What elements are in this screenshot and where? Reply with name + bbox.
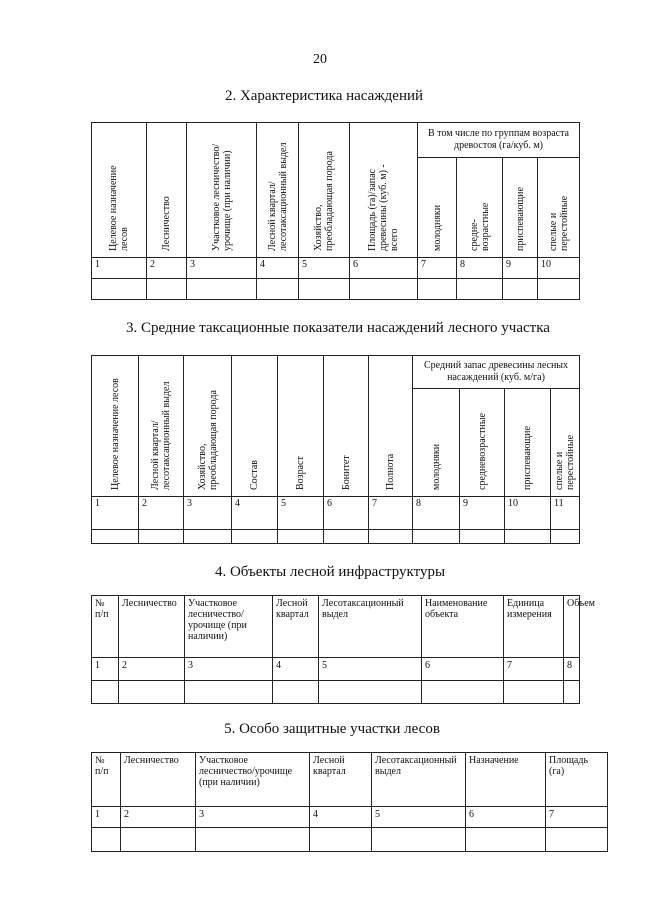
header-density-text: Полнота bbox=[385, 453, 396, 490]
header-cell bbox=[466, 753, 546, 807]
header-row bbox=[92, 753, 608, 807]
header-row bbox=[92, 596, 580, 658]
sub-header-maturing-text: приспевающие bbox=[522, 426, 533, 490]
header-cell bbox=[310, 753, 372, 807]
header-forestry-text: Лесничество bbox=[161, 196, 172, 251]
col-num: 10 bbox=[538, 258, 580, 279]
column-numbers-row bbox=[92, 807, 608, 828]
empty-row bbox=[92, 828, 608, 852]
header-cell bbox=[92, 596, 119, 658]
header-cell bbox=[119, 596, 185, 658]
header-average-stock: Средний запас древесины лесных насаждений (куб. м/га) bbox=[413, 356, 580, 389]
header-district-forestry bbox=[187, 123, 257, 258]
col-num: 9 bbox=[503, 258, 538, 279]
header-area-total-text: Площадь (га)/запас древесины (куб. м) - всего bbox=[367, 164, 400, 251]
header-target-purpose-text: Целевое назначение лесов bbox=[108, 165, 130, 251]
header-cell-text: № п/п bbox=[95, 755, 109, 777]
header-district-forestry-text: Участковое лесничество/ урочище (при наличии) bbox=[211, 143, 233, 251]
header-cell-text: Лесничество bbox=[124, 755, 179, 766]
column-numbers-row bbox=[92, 258, 580, 279]
col-num: 4 bbox=[310, 807, 372, 828]
col-num: 4 bbox=[273, 658, 319, 681]
header-cell bbox=[504, 596, 564, 658]
sub-header-young bbox=[418, 158, 457, 258]
col-num: 5 bbox=[372, 807, 466, 828]
header-dominant-species bbox=[184, 356, 232, 497]
sub-header-young-text: молодняки bbox=[431, 443, 442, 490]
sub-header-maturing bbox=[503, 158, 538, 258]
header-forestry bbox=[147, 123, 187, 258]
header-quarter bbox=[139, 356, 184, 497]
col-num: 7 bbox=[504, 658, 564, 681]
col-num: 8 bbox=[413, 497, 460, 530]
col-num: 4 bbox=[232, 497, 278, 530]
table-average-inventory-indicators bbox=[91, 355, 580, 544]
header-cell bbox=[372, 753, 466, 807]
col-num: 3 bbox=[196, 807, 310, 828]
col-num: 7 bbox=[546, 807, 608, 828]
page-number: 20 bbox=[313, 52, 327, 67]
section-3-title: 3. Средние таксационные показатели насаждений лесного участка bbox=[126, 320, 550, 336]
col-num: 5 bbox=[319, 658, 422, 681]
col-num: 6 bbox=[324, 497, 369, 530]
col-num: 1 bbox=[92, 658, 119, 681]
col-num: 7 bbox=[369, 497, 413, 530]
header-age-text: Возраст bbox=[295, 456, 306, 490]
sub-header-middle-aged-text: средневозрастные bbox=[477, 413, 488, 490]
col-num: 6 bbox=[466, 807, 546, 828]
col-num: 6 bbox=[422, 658, 504, 681]
header-composition-text: Состав bbox=[249, 459, 260, 490]
col-num: 8 bbox=[564, 658, 580, 681]
header-dominant-species-text: Хозяйство, преобладающая порода bbox=[197, 390, 219, 490]
header-site-class-text: Бонитет bbox=[341, 455, 352, 490]
header-cell-text: Объем bbox=[567, 598, 595, 609]
header-dominant-species-text: Хозяйство, преобладающая порода bbox=[313, 151, 335, 251]
header-cell-text: Участковое лесничество/урочище (при наличии) bbox=[199, 755, 293, 788]
sub-header-mature bbox=[538, 158, 580, 258]
sub-header-middle-aged bbox=[460, 389, 505, 497]
col-num: 2 bbox=[121, 807, 196, 828]
header-cell bbox=[319, 596, 422, 658]
sub-header-young-text: молодняки bbox=[432, 204, 443, 251]
header-cell-text: Площадь (га) bbox=[549, 755, 588, 777]
sub-header-maturing-text: приспевающие bbox=[515, 187, 526, 251]
header-age-groups: В том числе по группам возраста древостоя (га/куб. м) bbox=[418, 123, 580, 158]
header-density bbox=[369, 356, 413, 497]
table-stand-characteristics bbox=[91, 122, 580, 300]
header-cell-text: Участковое лесничество/ урочище (при наличии) bbox=[188, 598, 247, 642]
sub-header-mature-text: спелые и перестойные bbox=[554, 434, 576, 490]
table-forest-infrastructure bbox=[91, 595, 595, 704]
header-quarter bbox=[257, 123, 299, 258]
col-num: 1 bbox=[92, 497, 139, 530]
empty-row bbox=[92, 681, 580, 704]
col-num: 10 bbox=[505, 497, 551, 530]
col-num: 5 bbox=[299, 258, 350, 279]
header-area-total bbox=[350, 123, 418, 258]
col-num: 4 bbox=[257, 258, 299, 279]
header-cell bbox=[422, 596, 504, 658]
col-num: 11 bbox=[551, 497, 580, 530]
header-quarter-text: Лесной квартал/ лесотаксационный выдел bbox=[267, 142, 289, 251]
sub-header-young bbox=[413, 389, 460, 497]
header-cell-text: Лесной квартал bbox=[276, 598, 309, 620]
column-numbers-row bbox=[92, 497, 580, 530]
column-numbers-row bbox=[92, 658, 580, 681]
sub-header-middle-aged bbox=[457, 158, 503, 258]
col-num: 3 bbox=[184, 497, 232, 530]
col-num: 6 bbox=[350, 258, 418, 279]
header-cell-text: Назначение bbox=[469, 755, 519, 766]
section-4-title: 4. Объекты лесной инфраструктуры bbox=[214, 564, 446, 580]
header-target-purpose-text: Целевое назначение лесов bbox=[110, 378, 121, 490]
col-num: 7 bbox=[418, 258, 457, 279]
header-cell bbox=[546, 753, 608, 807]
header-cell bbox=[121, 753, 196, 807]
header-cell bbox=[564, 596, 595, 658]
header-cell-text: № п/п bbox=[95, 598, 109, 620]
header-cell-text: Лесотаксационный выдел bbox=[322, 598, 404, 620]
col-num: 2 bbox=[119, 658, 185, 681]
section-2-title: 2. Характеристика насаждений bbox=[224, 88, 424, 104]
col-num: 1 bbox=[92, 258, 147, 279]
header-cell-text: Лесной квартал bbox=[313, 755, 346, 777]
sub-header-maturing bbox=[505, 389, 551, 497]
header-cell bbox=[92, 753, 121, 807]
empty-row bbox=[92, 279, 580, 300]
header-cell-text: Лесотаксационный выдел bbox=[375, 755, 457, 777]
sub-header-mature-text: спелые и перестойные bbox=[548, 195, 570, 251]
sub-header-mature bbox=[551, 389, 580, 497]
header-cell-text: Наименование объекта bbox=[425, 598, 488, 620]
col-num: 1 bbox=[92, 807, 121, 828]
header-site-class bbox=[324, 356, 369, 497]
header-composition bbox=[232, 356, 278, 497]
empty-row bbox=[92, 530, 580, 544]
header-cell bbox=[273, 596, 319, 658]
section-5-title: 5. Особо защитные участки лесов bbox=[224, 721, 440, 737]
col-num: 9 bbox=[460, 497, 505, 530]
header-target-purpose bbox=[92, 356, 139, 497]
col-num: 2 bbox=[147, 258, 187, 279]
header-cell-text: Лесничество bbox=[122, 598, 177, 609]
header-target-purpose bbox=[92, 123, 147, 258]
table-special-protection-areas bbox=[91, 752, 608, 852]
header-cell bbox=[196, 753, 310, 807]
sub-header-middle-aged-text: средне- возрастные bbox=[469, 202, 491, 251]
col-num: 5 bbox=[278, 497, 324, 530]
col-num: 8 bbox=[457, 258, 503, 279]
col-num: 3 bbox=[187, 258, 257, 279]
header-cell-text: Единица измерения bbox=[507, 598, 552, 620]
col-num: 3 bbox=[185, 658, 273, 681]
header-quarter-text: Лесной квартал/ лесотаксационный выдел bbox=[150, 381, 172, 490]
header-cell bbox=[185, 596, 273, 658]
col-num: 2 bbox=[139, 497, 184, 530]
header-age bbox=[278, 356, 324, 497]
header-dominant-species bbox=[299, 123, 350, 258]
